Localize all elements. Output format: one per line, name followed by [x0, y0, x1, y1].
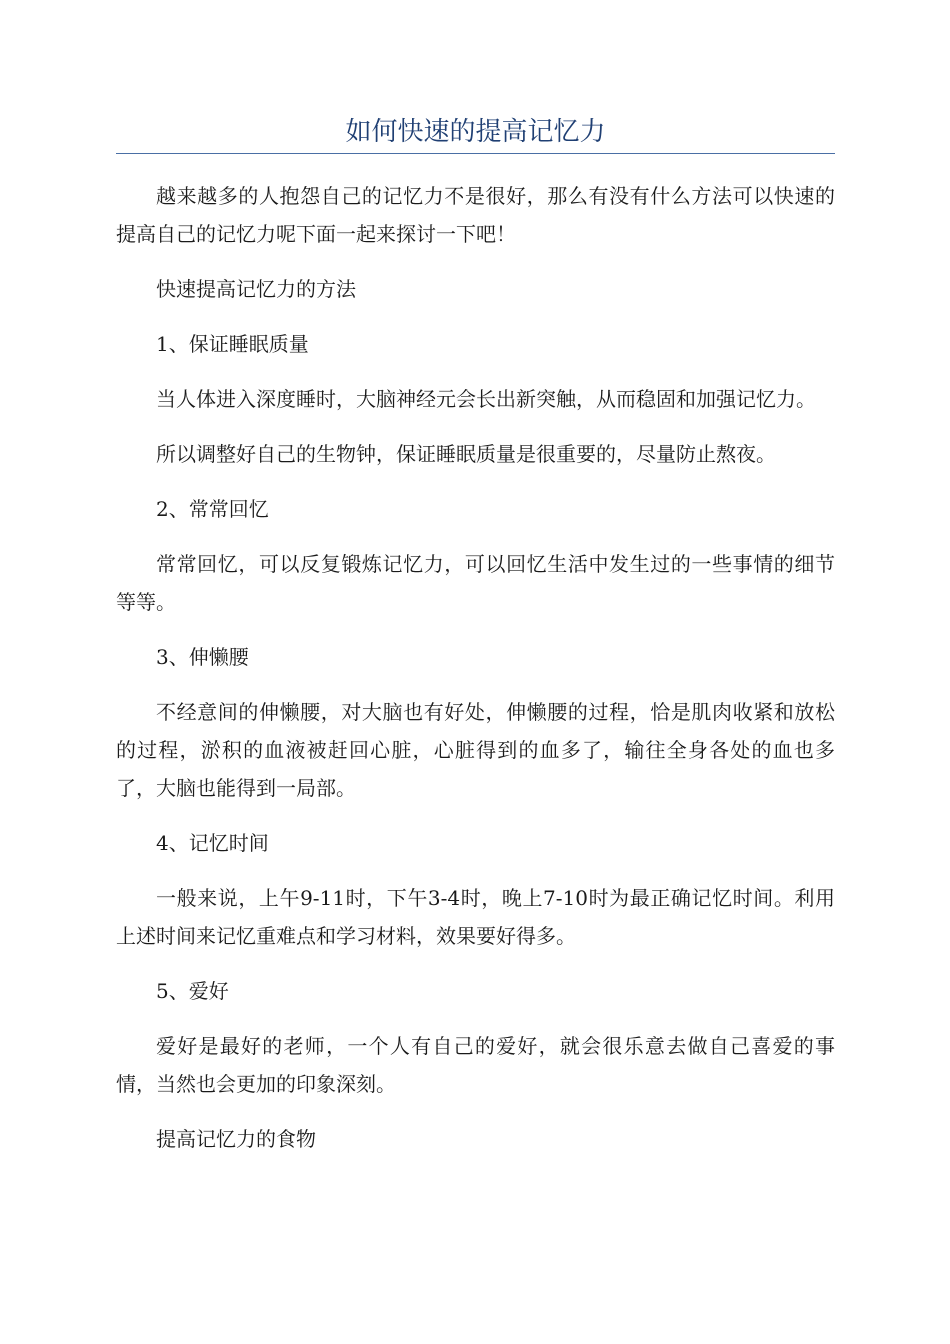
intro-paragraph: 越来越多的人抱怨自己的记忆力不是很好，那么有没有什么方法可以快速的提高自己的记忆力呢下面一起来探讨一下吧！	[116, 184, 835, 246]
body-paragraph: 常常回忆，可以反复锻炼记忆力，可以回忆生活中发生过的一些事情的细节等等。	[116, 552, 835, 614]
method-heading-timing: 4、记忆时间	[156, 831, 269, 855]
method-heading-interest: 5、爱好	[156, 979, 229, 1003]
method-heading-sleep: 1、保证睡眠质量	[156, 332, 309, 356]
body-paragraph: 当人体进入深度睡时，大脑神经元会长出新突触，从而稳固和加强记忆力。	[156, 387, 816, 411]
body-paragraph: 爱好是最好的老师，一个人有自己的爱好，就会很乐意去做自己喜爱的事情，当然也会更加的印象深刻。	[116, 1034, 835, 1096]
body-paragraph: 一般来说，上午9-11时，下午3-4时，晚上7-10时为最正确记忆时间。利用上述时间来记忆重难点和学习材料，效果要好得多。	[116, 886, 835, 948]
method-heading-stretch: 3、伸懒腰	[156, 645, 249, 669]
document-page	[116, 112, 835, 1175]
section-heading-foods: 提高记忆力的食物	[156, 1127, 316, 1151]
document-body	[116, 177, 835, 1158]
title-underline	[116, 153, 835, 154]
section-heading-methods: 快速提高记忆力的方法	[156, 277, 356, 301]
body-paragraph: 所以调整好自己的生物钟，保证睡眠质量是很重要的，尽量防止熬夜。	[156, 442, 776, 466]
method-heading-recall: 2、常常回忆	[156, 497, 269, 521]
document-title: 如何快速的提高记忆力	[345, 117, 606, 147]
body-paragraph: 不经意间的伸懒腰，对大脑也有好处，伸懒腰的过程，恰是肌肉收紧和放松的过程，淤积的血液被赶回心脏，心脏得到的血多了，输往全身各处的血也多了，大脑也能得到一局部。	[116, 700, 835, 800]
